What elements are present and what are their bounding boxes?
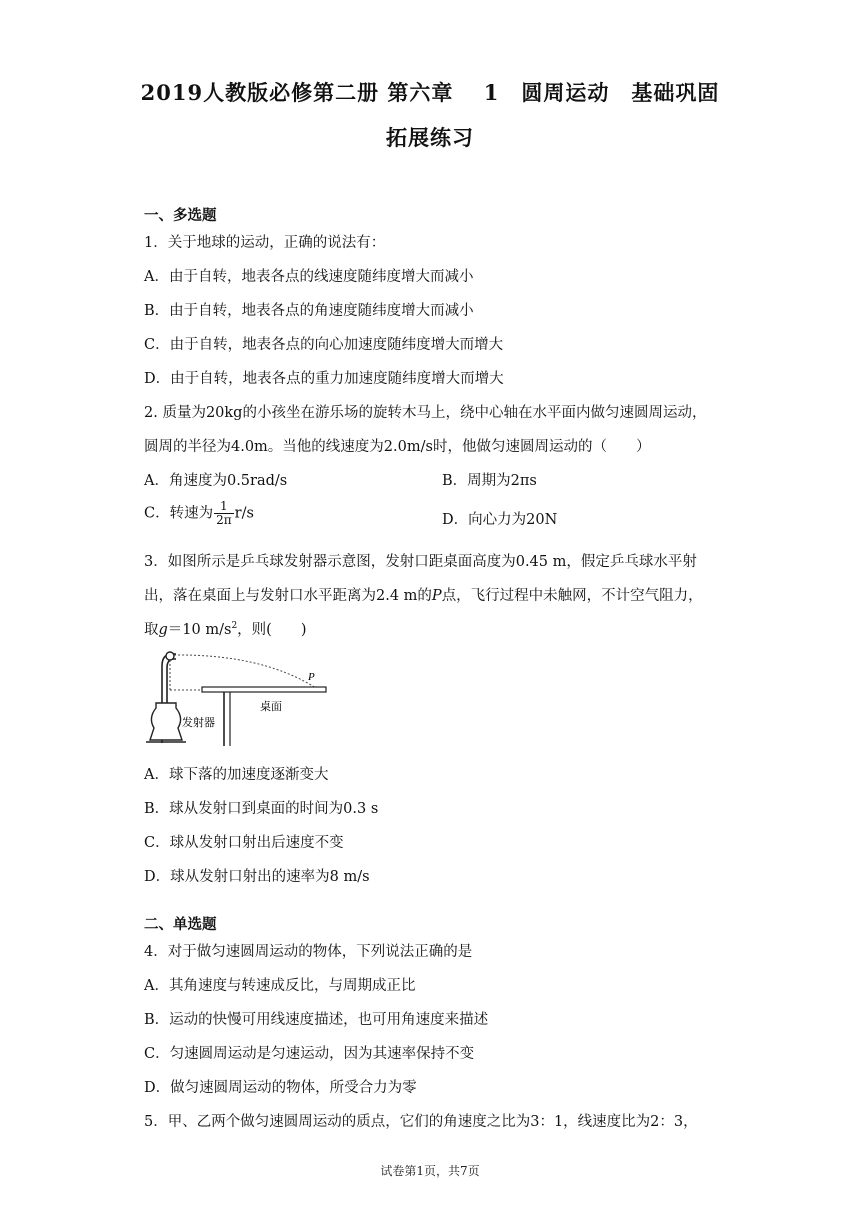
q3-stem-line3-b: ＝10 m/s xyxy=(167,622,232,638)
q4-option-c: C．匀速圆周运动是匀速运动，因为其速率保持不变 xyxy=(144,1046,475,1062)
q2-stem-line1: 2. 质量为20kg的小孩坐在游乐场的旋转木马上，绕中心轴在水平面内做匀速圆周运动， xyxy=(144,405,707,421)
q4-option-a: A．其角速度与转速成反比，与周期成正比 xyxy=(144,978,416,994)
q3-stem-line2 xyxy=(144,584,703,605)
q2-option-c-fraction xyxy=(214,500,234,527)
fig-label-p: P xyxy=(308,671,315,683)
q3-option-d: D．球从发射口射出的速率为8 m/s xyxy=(144,869,370,885)
q2-option-c-unit: r/s xyxy=(234,505,254,522)
ping-pong-launcher-diagram xyxy=(142,648,342,748)
q2-stem-line2: 圆周的半径为4.0m。当他的线速度为2.0m/s时，他做匀速圆周运动的（ ） xyxy=(144,439,651,455)
q4-option-b: B．运动的快慢可用线速度描述，也可用角速度来描述 xyxy=(144,1012,489,1028)
q3-stem-line1: 3．如图所示是乒乓球发射器示意图，发射口距桌面高度为0.45 m，假定乒乓球水平射 xyxy=(144,554,697,570)
section-single-choice: 二、单选题 xyxy=(144,916,217,933)
q1-option-c: C．由于自转，地表各点的向心加速度随纬度增大而增大 xyxy=(144,337,504,353)
q2-option-b: B．周期为2πs xyxy=(442,473,537,489)
q3-exponent: 2 xyxy=(231,621,238,632)
q2-fraction-denominator: 2π xyxy=(216,513,232,527)
q3-point-p: P xyxy=(431,588,442,604)
doc-title-line1: 2019人教版必修第二册 第六章 1 圆周运动 基础巩固 xyxy=(140,80,720,105)
q2-option-a: A．角速度为0.5rad/s xyxy=(144,473,288,489)
q3-stem-line3 xyxy=(144,618,307,639)
q2-option-c-prefix: C．转速为 xyxy=(144,505,214,522)
q2-fraction-numerator: 1 xyxy=(214,500,234,514)
doc-title-line2: 拓展练习 xyxy=(386,125,474,150)
q3-option-b: B．球从发射口到桌面的时间为0.3 s xyxy=(144,801,379,817)
page-footer: 试卷第1页，共7页 xyxy=(380,1164,480,1178)
ball-trajectory xyxy=(174,655,316,688)
table-top xyxy=(202,687,326,692)
section-multi-choice: 一、多选题 xyxy=(144,207,217,224)
q3-stem-line2-a: 出，落在桌面上与发射口水平距离为2.4 m的 xyxy=(144,588,432,604)
q1-option-a: A．由于自转，地表各点的线速度随纬度增大而减小 xyxy=(144,269,474,285)
q3-option-a: A．球下落的加速度逐渐变大 xyxy=(144,767,329,783)
q3-symbol-g: g xyxy=(158,622,168,638)
q3-stem-line2-b: 点，飞行过程中未触网，不计空气阻力， xyxy=(441,588,703,604)
q1-option-d: D．由于自转，地表各点的重力加速度随纬度增大而增大 xyxy=(144,371,504,387)
q3-stem-line3-a: 取 xyxy=(144,622,159,638)
fig-label-table: 桌面 xyxy=(260,700,282,713)
q2-option-c xyxy=(144,500,254,527)
q1-stem: 1．关于地球的运动，正确的说法有： xyxy=(144,235,386,251)
q1-option-b: B．由于自转，地表各点的角速度随纬度增大而减小 xyxy=(144,303,474,319)
q3-option-c: C．球从发射口射出后速度不变 xyxy=(144,835,344,851)
q4-option-d: D．做匀速圆周运动的物体，所受合力为零 xyxy=(144,1080,417,1096)
launcher-nozzle xyxy=(166,652,174,660)
q2-option-d: D．向心力为20N xyxy=(442,512,558,528)
q4-stem: 4．对于做匀速圆周运动的物体，下列说法正确的是 xyxy=(144,944,473,960)
launcher-body xyxy=(150,703,182,740)
q3-stem-line3-c: ，则( ) xyxy=(237,622,307,638)
q5-stem: 5．甲、乙两个做匀速圆周运动的质点，它们的角速度之比为3：1，线速度比为2：3， xyxy=(144,1114,698,1130)
fig-label-launcher: 发射器 xyxy=(182,716,215,729)
